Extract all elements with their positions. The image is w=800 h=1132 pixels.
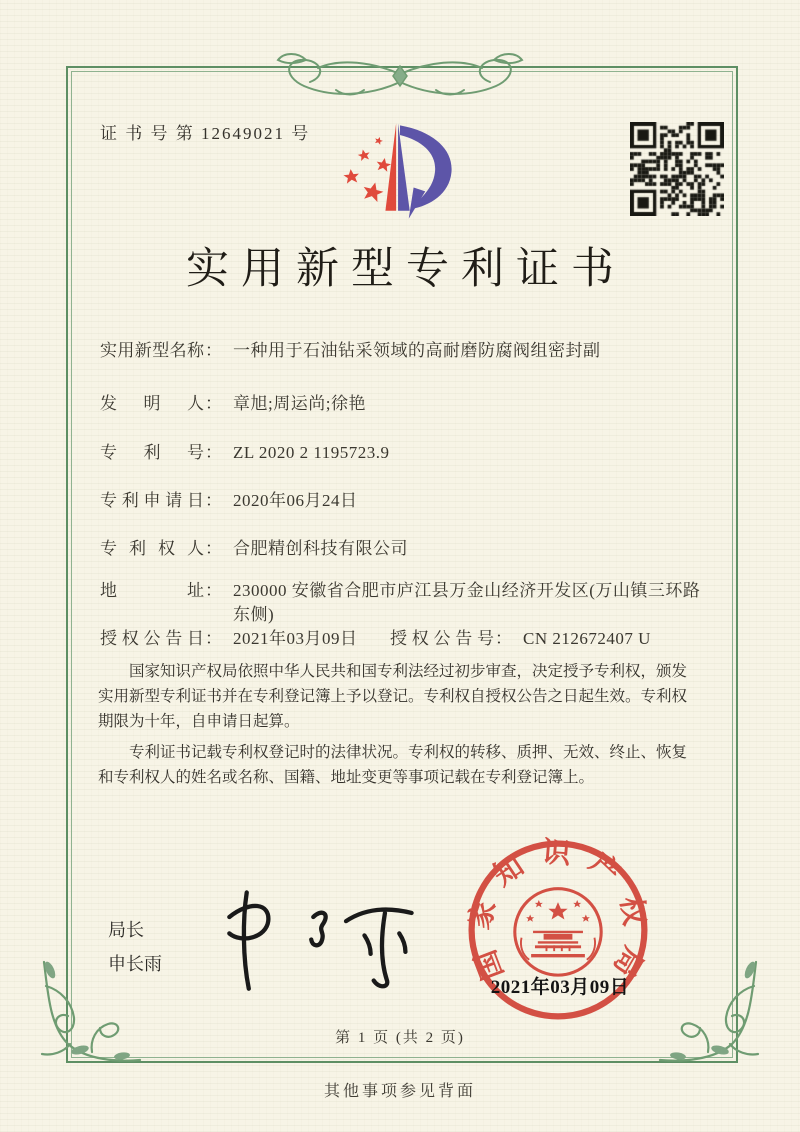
field-label: 发明人	[100, 394, 204, 413]
field-colon: ：	[205, 629, 222, 648]
legal-text-block	[98, 659, 702, 790]
seal-date: 2021年03月09日	[490, 977, 630, 998]
field-label: 授权公告日	[100, 629, 204, 648]
field-row-utility-model-name	[100, 339, 601, 363]
field-value: 一种用于石油钻采领域的高耐磨防腐阀组密封副	[233, 341, 601, 360]
field-colon: ：	[205, 581, 222, 600]
back-note: 其他事项参见背面	[323, 1083, 476, 1100]
field-value: CN 212672407 U	[523, 629, 651, 648]
cnipa-patent-logo-icon	[332, 110, 468, 230]
field-label: 专利号	[100, 443, 204, 462]
top-border-ornament-icon	[240, 42, 560, 100]
field-colon: ：	[205, 443, 222, 462]
field-row-grant-date-and-number	[100, 627, 710, 651]
field-value: 2020年06月24日	[233, 491, 358, 510]
national-emblem-icon	[515, 889, 601, 975]
legal-paragraph-1: 国家知识产权局依照中华人民共和国专利法经过初步审查，决定授予专利权，颁发实用新型专利证书并在专利登记簿上予以登记。专利权自授权公告之日起生效。专利权期限为十年，自申请日起算。	[98, 663, 688, 730]
field-row-patentee	[100, 537, 408, 561]
field-colon: ：	[205, 341, 222, 360]
field-label: 专利申请日	[100, 491, 204, 510]
field-colon: ：	[205, 491, 222, 510]
field-value: 章旭;周运尚;徐艳	[233, 394, 366, 413]
legal-paragraph-2: 专利证书记载专利权登记时的法律状况。专利权的转移、质押、无效、终止、恢复和专利权人的姓名或名称、国籍、地址变更等事项记载在专利登记簿上。	[98, 744, 688, 786]
field-label: 授权公告号	[390, 629, 494, 648]
field-colon: ：	[205, 539, 222, 558]
field-colon: ：	[205, 394, 222, 413]
seal-text: 国家知识产权局	[463, 836, 653, 997]
field-value: 230000 安徽省合肥市庐江县万金山经济开发区(万山镇三环路东侧)	[233, 581, 701, 624]
certificate-number: 证 书 号 第 12649021 号	[100, 124, 311, 143]
commissioner-signature-graphic	[215, 878, 430, 996]
grant-number-pair	[390, 627, 651, 651]
field-label: 地址	[100, 581, 204, 600]
qr-code	[630, 122, 724, 216]
field-value: ZL 2020 2 1195723.9	[233, 443, 390, 462]
field-label: 专利权人	[100, 539, 204, 558]
field-value: 合肥精创科技有限公司	[233, 539, 408, 558]
certificate-title: 实用新型专利证书	[186, 246, 626, 293]
commissioner-name: 申长雨	[108, 954, 162, 974]
field-row-patent-number	[100, 441, 390, 465]
field-colon: ：	[495, 629, 512, 648]
field-row-address	[100, 579, 715, 627]
commissioner-title: 局长	[108, 920, 144, 940]
page-indicator: 第 1 页 (共 2 页)	[335, 1030, 465, 1046]
bottom-right-flourish-icon	[656, 956, 766, 1068]
field-value: 2021年03月09日	[233, 629, 358, 648]
field-row-filing-date	[100, 489, 358, 513]
field-label: 实用新型名称	[100, 341, 204, 360]
field-row-inventors	[100, 392, 366, 416]
